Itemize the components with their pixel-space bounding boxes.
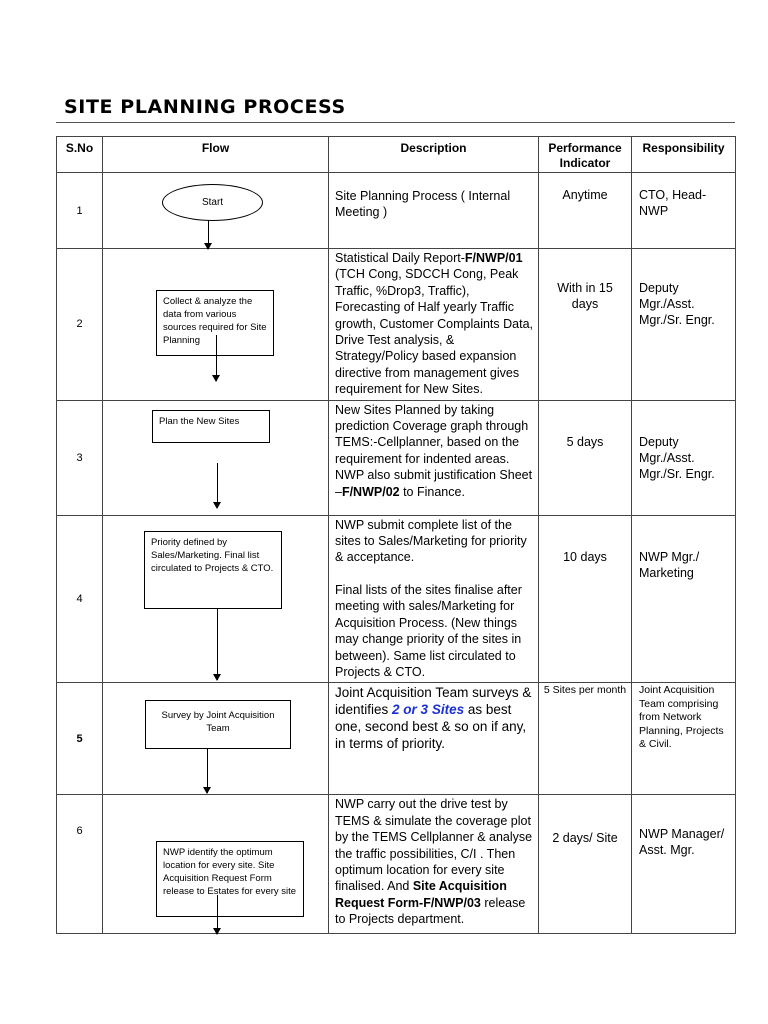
header-sno: S.No — [57, 137, 103, 173]
process-box: Survey by Joint Acquisition Team — [145, 700, 291, 749]
flow-arrow — [207, 749, 208, 793]
page-title: SITE PLANNING PROCESS — [64, 96, 346, 118]
process-box: Plan the New Sites — [152, 410, 270, 443]
table-row — [57, 400, 736, 515]
description-text: to Finance. — [399, 484, 465, 499]
description-text: release to Projects department. — [335, 895, 526, 927]
description-paragraph: NWP submit complete list of the sites to Sales/Marketing for priority & acceptance. — [335, 517, 527, 565]
start-ellipse: Start — [162, 184, 263, 221]
performance-cell: 5 days — [539, 400, 632, 515]
row-number: 3 — [57, 400, 103, 515]
paragraph-gap — [335, 566, 534, 582]
table-row — [57, 249, 736, 401]
row-number: 2 — [57, 249, 103, 401]
performance-cell: 5 Sites per month — [539, 683, 632, 795]
form-code: Site Acquisition Request Form-F/NWP/03 — [335, 879, 507, 910]
description-cell — [329, 683, 539, 795]
highlighted-sites: 2 or 3 Sites — [392, 702, 465, 718]
description-text: (TCH Cong, SDCCH Cong, Peak Traffic, %Drop3, Traffic), Forecasting of Half yearly Traffic growth, Customer Complaints Data, Drive Test analysis, & Strategy/Policy based expansion directive from management gives requirement for New Sites. — [335, 267, 533, 397]
description-text: Joint Acquisition Team surveys & identifies — [335, 685, 532, 718]
flow-cell — [103, 400, 329, 515]
form-code: F/NWP/01 — [464, 251, 523, 265]
process-box: Priority defined by Sales/Marketing. Final list circulated to Projects & CTO. — [144, 531, 282, 609]
header-flow: Flow — [103, 137, 329, 173]
responsibility-cell: CTO, Head-NWP — [632, 173, 736, 249]
header-performance: Performance Indicator — [539, 137, 632, 173]
description-text: New Sites Planned by taking prediction Coverage graph through TEMS:-Cellplanner, based on the requirement for indented areas. NWP also submit justification Sheet – — [335, 402, 533, 499]
performance-cell: Anytime — [539, 173, 632, 249]
form-code: F/NWP/02 — [341, 484, 400, 499]
row-number: 4 — [57, 515, 103, 683]
row-number: 6 — [57, 795, 103, 934]
flow-arrow — [208, 220, 209, 249]
flow-cell — [103, 249, 329, 401]
flow-cell — [103, 173, 329, 249]
flow-arrow — [217, 609, 218, 680]
header-row — [57, 137, 736, 173]
table-row — [57, 683, 736, 795]
description-text: as best one, second best & so on if any, in terms of priority. — [335, 702, 527, 752]
flow-arrow — [216, 335, 217, 381]
process-box: NWP identify the optimum location for every site. Site Acquisition Request Form release to Estates for every site — [156, 841, 304, 917]
responsibility-cell: Joint Acquisition Team comprising from Network Planning, Projects & Civil. — [632, 683, 736, 795]
table-row — [57, 173, 736, 249]
description-paragraph: Final lists of the sites finalise after meeting with sales/Marketing for Acquisition Process. (New things may change priority of the sites in between). Same list circulated to Projects & CTO. — [335, 582, 522, 679]
table-row — [57, 795, 736, 934]
row-number: 1 — [57, 173, 103, 249]
process-table — [56, 136, 736, 934]
description-cell — [329, 515, 539, 683]
responsibility-cell: Deputy Mgr./Asst. Mgr./Sr. Engr. — [632, 249, 736, 401]
description-text: Statistical Daily Report- — [335, 251, 465, 265]
process-box: Collect & analyze the data from various sources required for Site Planning — [156, 290, 274, 356]
flow-arrow — [217, 463, 218, 508]
flow-cell — [103, 683, 329, 795]
flow-arrow — [217, 895, 218, 934]
row-number: 5 — [57, 683, 103, 795]
performance-cell: 2 days/ Site — [539, 795, 632, 934]
flow-cell — [103, 515, 329, 683]
responsibility-cell: Deputy Mgr./Asst. Mgr./Sr. Engr. — [632, 400, 736, 515]
flow-cell — [103, 795, 329, 934]
table-row — [57, 515, 736, 683]
performance-cell: With in 15 days — [539, 249, 632, 401]
description-cell: Site Planning Process ( Internal Meeting ) — [329, 173, 539, 249]
header-description: Description — [329, 137, 539, 173]
description-text: NWP carry out the drive test by TEMS & simulate the coverage plot by the TEMS Cellplanner & analyse the traffic possibilities, C/I . Then optimum location for every site finalised. And — [335, 797, 533, 894]
title-divider — [56, 122, 735, 123]
performance-cell: 10 days — [539, 515, 632, 683]
header-responsibility: Responsibility — [632, 137, 736, 173]
description-cell — [329, 400, 539, 515]
responsibility-cell: NWP Manager/ Asst. Mgr. — [632, 795, 736, 934]
description-cell — [329, 249, 539, 401]
description-cell — [329, 795, 539, 934]
responsibility-cell: NWP Mgr./ Marketing — [632, 515, 736, 683]
